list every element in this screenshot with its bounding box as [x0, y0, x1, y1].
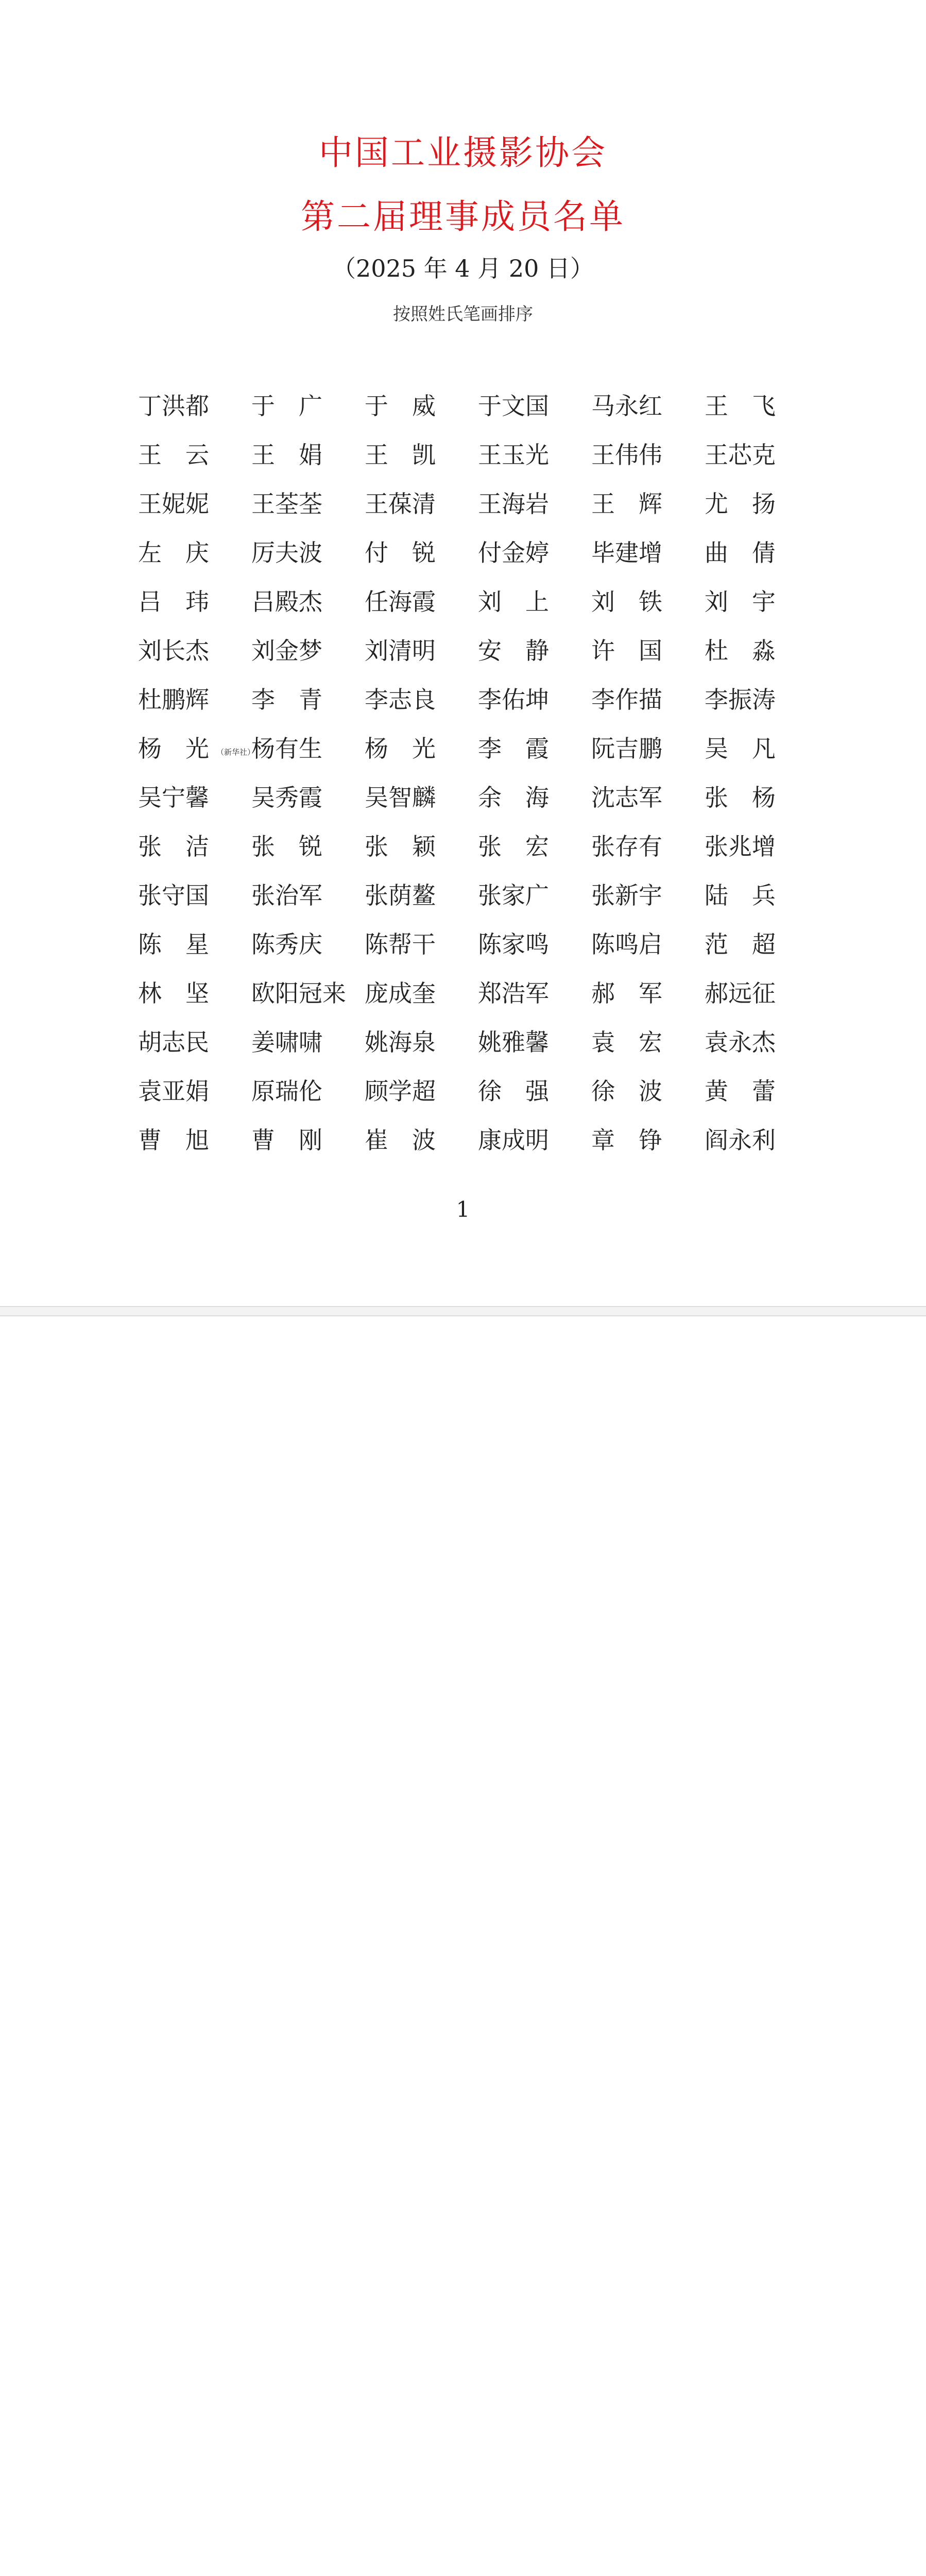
member-name: 顾学超	[365, 1077, 436, 1105]
member-name: 王 辉	[591, 490, 662, 518]
member-name: 姚雅馨	[478, 1028, 549, 1056]
member-name: 王妮妮	[138, 490, 209, 518]
member-name: 厉夫波	[251, 539, 322, 567]
member-name: 于文国	[478, 392, 549, 420]
member-name: 付 锐	[365, 539, 436, 567]
member-name: 张 锐	[251, 833, 322, 860]
sort-note: 按照姓氏笔画排序	[393, 304, 533, 325]
member-name: 阎永利	[705, 1126, 776, 1154]
member-name: 吕 玮	[138, 588, 209, 616]
member-name: 杨 光	[365, 735, 436, 762]
member-name: 陈秀庆	[251, 930, 322, 958]
member-name: 欧阳冠来	[251, 979, 346, 1007]
member-name: 陆 兵	[705, 882, 776, 909]
document-page-2	[0, 1316, 926, 1975]
member-name: 康成明	[478, 1126, 549, 1154]
member-name: 刘长杰	[138, 637, 209, 665]
document-title: 中国工业摄影协会	[319, 133, 607, 173]
member-name: 吴 凡	[705, 735, 776, 762]
member-name: 李作描	[591, 686, 662, 714]
member-name: 曲 倩	[705, 539, 776, 567]
member-name: 王 凯	[365, 441, 436, 469]
member-name: 吕殿杰	[251, 588, 322, 616]
member-name: 余 海	[478, 784, 549, 811]
member-name: 安 静	[478, 637, 549, 665]
member-name: 曹 旭	[138, 1126, 209, 1154]
page-separator	[0, 1306, 926, 1316]
member-name: 尤 扬	[705, 490, 776, 518]
member-name: 沈志军	[591, 784, 662, 811]
member-name: 袁 宏	[591, 1028, 662, 1056]
member-name: 袁永杰	[705, 1028, 776, 1056]
member-name: 刘 宇	[705, 588, 776, 616]
member-name: 郑浩军	[478, 979, 549, 1007]
member-name: 杨 光	[138, 735, 209, 762]
member-name: 原瑞伦	[251, 1077, 322, 1105]
member-name: 毕建增	[591, 539, 662, 567]
member-name: 范 超	[705, 930, 776, 958]
member-name: 章 铮	[591, 1126, 662, 1154]
member-name: 张家广	[478, 882, 549, 909]
member-name: 刘 铁	[591, 588, 662, 616]
member-name: 张荫鳌	[365, 882, 436, 909]
document-date: （2025 年 4 月 20 日）	[332, 255, 594, 282]
member-name: 姜啸啸	[251, 1028, 322, 1056]
member-name: 陈家鸣	[478, 930, 549, 958]
member-name: 杜鹏辉	[138, 686, 209, 714]
member-name: 王玉光	[478, 441, 549, 469]
member-name: 张新宇	[591, 882, 662, 909]
member-name: 许 国	[591, 637, 662, 665]
member-name: 李 霞	[478, 735, 549, 762]
member-name: 徐 强	[478, 1077, 549, 1105]
member-name: 王荃荃	[251, 490, 322, 518]
member-name: 丁洪都	[138, 392, 209, 420]
page-number: 1	[456, 1197, 470, 1222]
xinhua-annotation: （新华社）	[216, 748, 255, 757]
member-name: 袁亚娟	[138, 1077, 209, 1105]
member-name: 陈 星	[138, 930, 209, 958]
member-name: 陈鸣启	[591, 930, 662, 958]
member-name: 张守国	[138, 882, 209, 909]
member-name: 李振涛	[705, 686, 776, 714]
member-name: 胡志民	[138, 1028, 209, 1056]
member-name: 张兆增	[705, 833, 776, 860]
member-name: 王伟伟	[591, 441, 662, 469]
member-name: 吴秀霞	[251, 784, 322, 811]
member-name: 郝 军	[591, 979, 662, 1007]
member-name: 吴宁馨	[138, 784, 209, 811]
member-name: 李志良	[365, 686, 436, 714]
member-name: 吴智麟	[365, 784, 436, 811]
member-name: 任海霞	[365, 588, 436, 616]
document-subtitle: 第二届理事成员名单	[301, 197, 625, 236]
member-name: 马永红	[591, 392, 662, 420]
member-name: 于 广	[251, 392, 322, 420]
member-name: 王海岩	[478, 490, 549, 518]
member-name: 郝远征	[705, 979, 776, 1007]
member-name: 崔 波	[365, 1126, 436, 1154]
member-name: 张存有	[591, 833, 662, 860]
member-name: 陈帮干	[365, 930, 436, 958]
member-name: 杨有生	[251, 735, 322, 762]
member-name: 李佑坤	[478, 686, 549, 714]
member-name: 王葆清	[365, 490, 436, 518]
member-name: 刘清明	[365, 637, 436, 665]
member-name: 刘 上	[478, 588, 549, 616]
member-name: 姚海泉	[365, 1028, 436, 1056]
member-name: 王芯克	[705, 441, 776, 469]
member-name: 阮吉鹏	[591, 735, 662, 762]
member-name: 王 娟	[251, 441, 322, 469]
member-name: 王 飞	[705, 392, 776, 420]
member-name: 刘金梦	[251, 637, 322, 665]
member-name: 张 洁	[138, 833, 209, 860]
member-name: 付金婷	[478, 539, 549, 567]
member-name: 徐 波	[591, 1077, 662, 1105]
member-name: 曹 刚	[251, 1126, 322, 1154]
member-name: 张 颖	[365, 833, 436, 860]
member-name: 庞成奎	[365, 979, 436, 1007]
member-name: 张治军	[251, 882, 322, 909]
member-name: 张 宏	[478, 833, 549, 860]
member-name: 黄 蕾	[705, 1077, 776, 1105]
member-name: 林 坚	[138, 979, 209, 1007]
member-name: 于 威	[365, 392, 436, 420]
member-name: 杜 淼	[705, 637, 776, 665]
member-name: 张 杨	[705, 784, 776, 811]
member-name: 左 庆	[138, 539, 209, 567]
member-name: 王 云	[138, 441, 209, 469]
member-name: 李 青	[251, 686, 322, 714]
